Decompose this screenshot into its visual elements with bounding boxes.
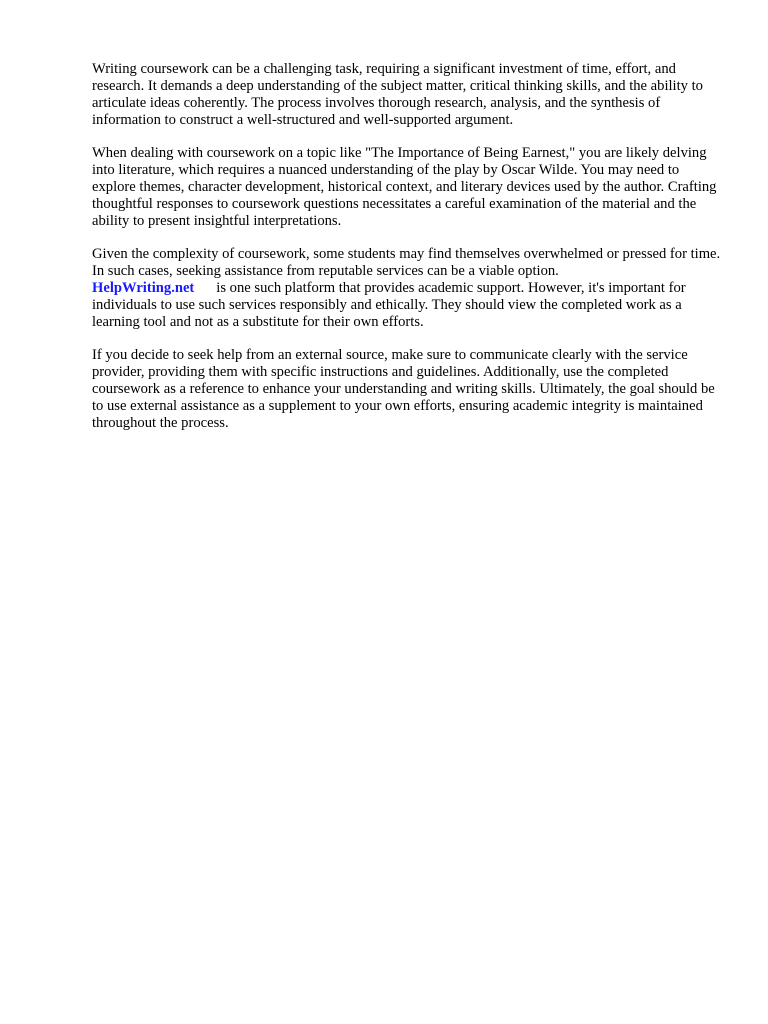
paragraph-4: If you decide to seek help from an external source, make sure to communicate clearly with the service provider, providing them with specific instructions and guidelines. Additionally, use the completed coursework as a reference to enhance your understanding and writing skills. Ultimately, the goal should be to use external assistance as a supplement to your own efforts, ensuring academic integrity is maintained throughout the process.	[92, 347, 715, 431]
paragraph-1: Writing coursework can be a challenging task, requiring a significant investment of time, effort, and research. It demands a deep understanding of the subject matter, critical thinking skills, and the ability to articulate ideas coherently. The process involves thorough research, analysis, and the synthesis of information to construct a well-structured and well-supported argument.	[92, 61, 703, 128]
document-body	[92, 61, 722, 448]
helpwriting-link[interactable]: HelpWriting.net	[92, 280, 195, 296]
paragraph-2: When dealing with coursework on a topic like "The Importance of Being Earnest," you are likely delving into literature, which requires a nuanced understanding of the play by Oscar Wilde. You may need to explore themes, character development, historical context, and literary devices used by the author. Crafting thoughtful responses to coursework questions necessitates a careful examination of the material and the ability to present insightful interpretations.	[92, 145, 717, 229]
paragraph-3	[92, 246, 722, 331]
paragraph-3-rest: is one such platform that provides academic support. However, it's important for individuals to use such services responsibly and ethically. They should view the completed work as a learning tool and not as a substitute for their own efforts.	[92, 280, 686, 330]
paragraph-3-intro: Given the complexity of coursework, some students may find themselves overwhelmed or pressed for time. In such cases, seeking assistance from reputable services can be a viable option.	[92, 246, 721, 279]
